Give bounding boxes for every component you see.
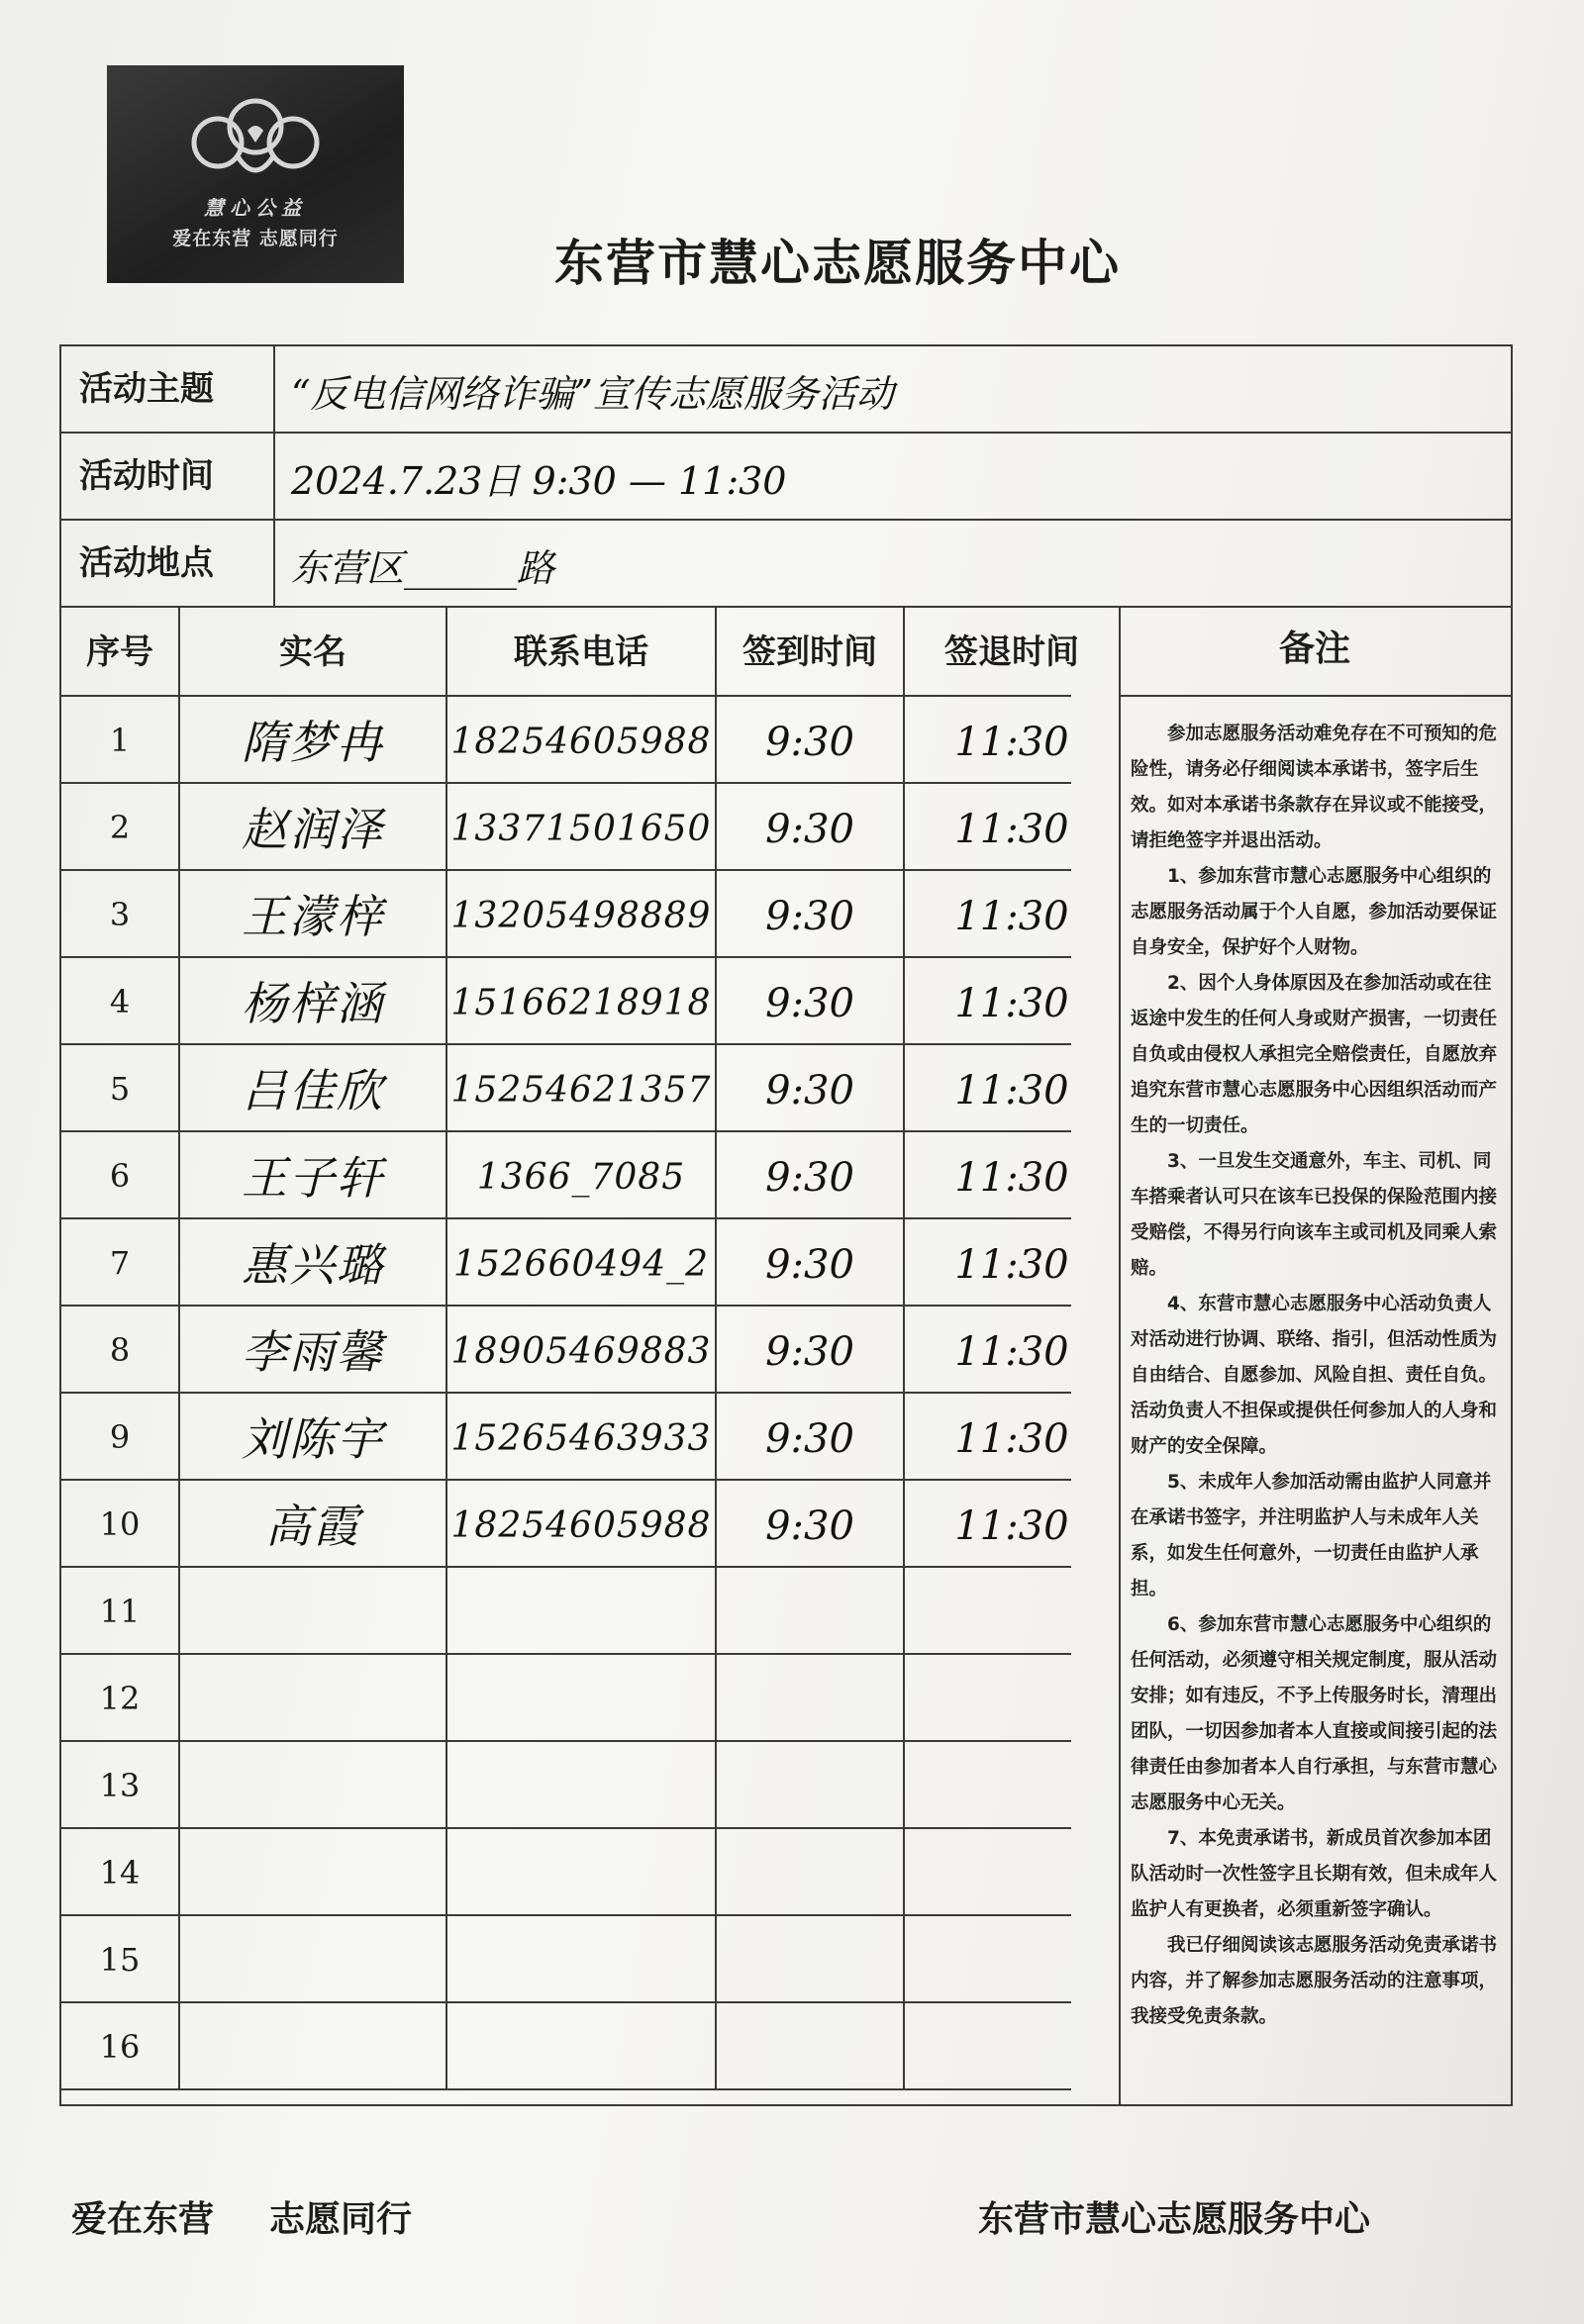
row-name — [180, 1829, 447, 1914]
row-name: 王濛梓 — [180, 871, 447, 956]
row-sign-in-time: 9:30 — [717, 1394, 905, 1479]
remarks-paragraph: 7、本免责承诺书，新成员首次参加本团队活动时一次性签字且长期有效，但未成年人监护人有更换者，必须重新签字确认。 — [1131, 1828, 1498, 1920]
attendance-table — [61, 608, 1079, 2090]
row-sign-in-time: 9:30 — [717, 958, 905, 1043]
row-number: 8 — [61, 1307, 180, 1392]
activity-place-label: 活动地点 — [61, 521, 275, 606]
row-sign-in-time — [717, 1655, 905, 1740]
row-phone: 152660494_2 — [447, 1219, 717, 1305]
heart-flower-icon — [107, 65, 404, 283]
remarks-paragraph: 6、参加东营市慧心志愿服务中心组织的任何活动，必须遵守相关规定制度，服从活动安排；如有违反，不予上传服务时长，清理出团队，一切因参加者本人直接或间接引起的法律责任由参加者本人自行承担，与东营市慧心志愿服务中心无关。 — [1131, 1614, 1498, 1813]
table-row — [61, 1916, 1071, 2003]
row-sign-out-time — [905, 1655, 1119, 1740]
row-phone: 15166218918 — [447, 958, 717, 1043]
table-row — [61, 1829, 1071, 1916]
row-number: 13 — [61, 1742, 180, 1827]
row-number: 16 — [61, 2003, 180, 2088]
remarks-paragraph: 3、一旦发生交通意外，车主、司机、同车搭乘者认可只在该车已投保的保险范围内接受赔偿，不得另行向该车主或司机及同乘人索赔。 — [1131, 1151, 1498, 1279]
row-number: 6 — [61, 1132, 180, 1217]
logo — [107, 65, 404, 283]
sign-in-form — [59, 344, 1513, 2106]
row-phone: 13371501650 — [447, 784, 717, 869]
remarks-paragraph: 我已仔细阅读该志愿服务活动免责承诺书内容，并了解参加志愿服务活动的注意事项，我接受免责条款。 — [1131, 1935, 1498, 2027]
table-row — [61, 1655, 1071, 1742]
column-header-sign-out: 签退时间 — [944, 632, 1079, 672]
row-sign-in-time — [717, 1829, 905, 1914]
remarks-paragraph: 2、因个人身体原因及在参加活动或在往返途中发生的任何人身或财产损害，一切责任自负或由侵权人承担完全赔偿责任，自愿放弃追究东营市慧心志愿服务中心因组织活动而产生的一切责任。 — [1131, 973, 1498, 1136]
row-number: 3 — [61, 871, 180, 956]
row-sign-out-time: 11:30 — [954, 981, 1069, 1026]
activity-theme-value: “反电信网络诈骗”宣传志愿服务活动 — [291, 372, 894, 416]
table-row — [61, 1568, 1071, 1655]
row-sign-out-time — [905, 1916, 1119, 2001]
row-sign-in-time: 9:30 — [717, 1219, 905, 1305]
row-number: 2 — [61, 784, 180, 869]
activity-time-row — [61, 434, 1511, 521]
row-phone: 18254605988 — [447, 1481, 717, 1566]
row-number: 11 — [61, 1568, 180, 1653]
row-sign-out-time: 11:30 — [954, 1068, 1069, 1114]
row-name: 高霞 — [180, 1481, 447, 1566]
row-sign-out-time: 11:30 — [954, 1503, 1069, 1549]
table-row — [61, 1742, 1071, 1829]
row-phone — [447, 1742, 717, 1827]
row-sign-in-time — [717, 2003, 905, 2088]
row-name — [180, 1742, 447, 1827]
row-number: 10 — [61, 1481, 180, 1566]
column-header-phone: 联系电话 — [447, 608, 717, 695]
row-number: 15 — [61, 1916, 180, 2001]
logo-slogan: 爱在东营 志愿同行 — [172, 228, 339, 249]
row-number: 12 — [61, 1655, 180, 1740]
footer-slogan-1: 爱在东营 — [71, 2198, 215, 2240]
row-name: 李雨馨 — [180, 1307, 447, 1392]
row-number: 4 — [61, 958, 180, 1043]
row-phone — [447, 1568, 717, 1653]
row-name: 隋梦冉 — [180, 697, 447, 782]
row-phone: 13205498889 — [447, 871, 717, 956]
remarks-header: 备注 — [1119, 608, 1511, 697]
footer-org-name: 东营市慧心志愿服务中心 — [978, 2198, 1371, 2240]
activity-place-value: 东营区______路 — [291, 546, 555, 590]
table-row — [61, 871, 1071, 958]
column-header-no: 序号 — [61, 608, 180, 695]
column-header-sign-in: 签到时间 — [717, 608, 905, 695]
row-phone: 15265463933 — [447, 1394, 717, 1479]
row-sign-out-time — [905, 2003, 1119, 2088]
table-row — [61, 958, 1071, 1045]
row-sign-in-time: 9:30 — [717, 1045, 905, 1130]
row-sign-in-time: 9:30 — [717, 1307, 905, 1392]
footer-slogan-2: 志愿同行 — [269, 2198, 413, 2240]
row-sign-in-time: 9:30 — [717, 784, 905, 869]
row-phone: 18905469883 — [447, 1307, 717, 1392]
row-sign-in-time: 9:30 — [717, 1132, 905, 1217]
footer-slogan — [71, 2191, 412, 2242]
table-row — [61, 1219, 1071, 1307]
row-phone: 15254621357 — [447, 1045, 717, 1130]
row-sign-out-time — [905, 1568, 1119, 1653]
row-name — [180, 1655, 447, 1740]
row-sign-in-time: 9:30 — [717, 1481, 905, 1566]
remarks-column-divider — [1119, 608, 1121, 2104]
row-name: 吕佳欣 — [180, 1045, 447, 1130]
logo-name: 慧心公益 — [204, 196, 307, 220]
row-number: 1 — [61, 697, 180, 782]
row-name: 杨梓涵 — [180, 958, 447, 1043]
row-sign-in-time: 9:30 — [717, 697, 905, 782]
row-name — [180, 1916, 447, 2001]
table-row — [61, 1394, 1071, 1481]
activity-place-row — [61, 521, 1511, 608]
row-phone: 18254605988 — [447, 697, 717, 782]
remarks-paragraph: 4、东营市慧心志愿服务中心活动负责人对活动进行协调、联络、指引，但活动性质为自由结合、自愿参加、风险自担、责任自负。活动负责人不担保或提供任何参加人的人身和财产的安全保障。 — [1131, 1294, 1498, 1457]
activity-theme-label: 活动主题 — [61, 346, 275, 432]
table-row — [61, 1307, 1071, 1394]
row-sign-out-time: 11:30 — [954, 1416, 1069, 1462]
table-header — [61, 608, 1079, 697]
row-name: 赵润泽 — [180, 784, 447, 869]
remarks-paragraph: 参加志愿服务活动难免存在不可预知的危险性，请务必仔细阅读本承诺书，签字后生效。如对本承诺书条款存在异议或不能接受，请拒绝签字并退出活动。 — [1131, 724, 1498, 851]
table-row — [61, 1132, 1071, 1219]
row-sign-in-time — [717, 1568, 905, 1653]
column-header-name: 实名 — [180, 608, 447, 695]
remarks-paragraph: 5、未成年人参加活动需由监护人同意并在承诺书签字，并注明监护人与未成年人关系，如发生任何意外，一切责任由监护人承担。 — [1131, 1472, 1492, 1599]
activity-theme-row — [61, 346, 1511, 434]
row-sign-out-time — [905, 1742, 1119, 1827]
row-number: 5 — [61, 1045, 180, 1130]
row-sign-in-time — [717, 1742, 905, 1827]
row-sign-out-time: 11:30 — [954, 807, 1069, 852]
row-phone — [447, 2003, 717, 2088]
row-phone: 1366_7085 — [447, 1132, 717, 1217]
table-row — [61, 2003, 1071, 2090]
row-number: 7 — [61, 1219, 180, 1305]
remarks-paragraph: 1、参加东营市慧心志愿服务中心组织的志愿服务活动属于个人自愿，参加活动要保证自身安全，保护好个人财物。 — [1131, 866, 1498, 958]
row-name — [180, 1568, 447, 1653]
row-sign-in-time: 9:30 — [717, 871, 905, 956]
row-sign-out-time: 11:30 — [954, 720, 1069, 765]
row-sign-out-time — [905, 1829, 1119, 1914]
activity-time-value: 2024.7.23日 9:30 — 11:30 — [291, 459, 787, 503]
row-name: 王子轩 — [180, 1132, 447, 1217]
row-name: 刘陈宇 — [180, 1394, 447, 1479]
table-row — [61, 697, 1071, 784]
row-name — [180, 2003, 447, 2088]
page-title: 东营市慧心志愿服务中心 — [554, 234, 1121, 292]
row-name: 惠兴璐 — [180, 1219, 447, 1305]
table-row — [61, 1045, 1071, 1132]
row-sign-out-time: 11:30 — [954, 1242, 1069, 1288]
table-row — [61, 784, 1071, 871]
table-row — [61, 1481, 1071, 1568]
row-sign-out-time: 11:30 — [954, 1155, 1069, 1201]
remarks-text — [1131, 717, 1501, 2035]
row-sign-in-time — [717, 1916, 905, 2001]
row-number: 14 — [61, 1829, 180, 1914]
row-sign-out-time: 11:30 — [954, 1329, 1069, 1375]
row-sign-out-time: 11:30 — [954, 894, 1069, 939]
row-phone — [447, 1655, 717, 1740]
row-number: 9 — [61, 1394, 180, 1479]
row-phone — [447, 1829, 717, 1914]
activity-time-label: 活动时间 — [61, 434, 275, 519]
row-phone — [447, 1916, 717, 2001]
